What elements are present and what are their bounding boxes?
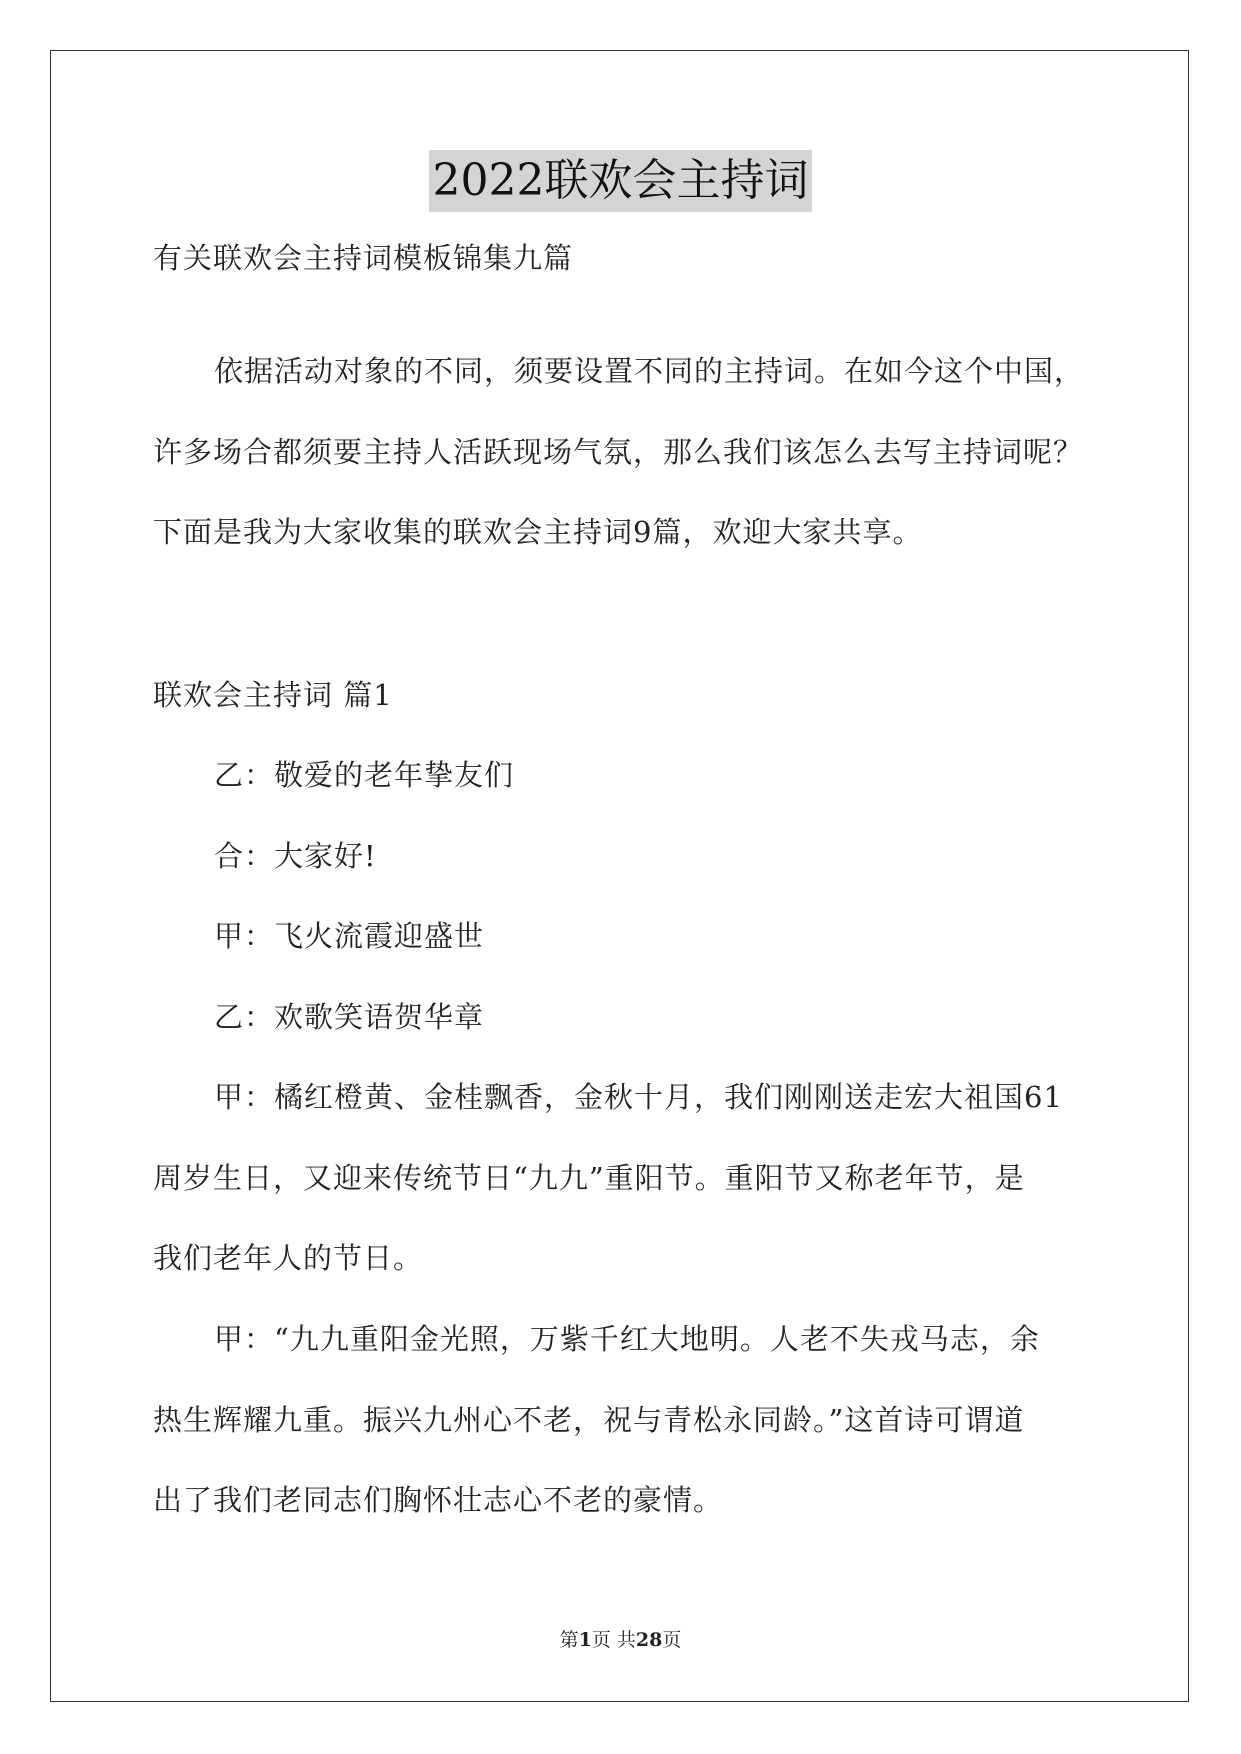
- intro-line-1: 依据活动对象的不同，须要设置不同的主持词。在如今这个中国，: [214, 354, 1085, 388]
- page-border: [50, 50, 1189, 1702]
- body-line-10: 出了我们老同志们胸怀壮志心不老的豪情。: [153, 1483, 724, 1517]
- title-container: [0, 150, 1241, 212]
- body-line-4: 乙：欢歌笑语贺华章: [214, 1000, 485, 1034]
- footer-total-pages: 28: [635, 1629, 663, 1651]
- body-line-8: 甲：“九九重阳金光照，万紫千红大地明。人老不失戎马志，余: [214, 1322, 1040, 1356]
- footer-middle: 页 共: [591, 1629, 636, 1651]
- footer-suffix: 页: [662, 1629, 682, 1651]
- footer-prefix: 第: [559, 1629, 579, 1651]
- body-line-1: 乙：敬爱的老年挚友们: [214, 758, 515, 792]
- section-heading: 联欢会主持词 篇1: [153, 678, 393, 712]
- subtitle: 有关联欢会主持词模板锦集九篇: [153, 241, 574, 275]
- intro-line-2: 许多场合都须要主持人活跃现场气氛，那么我们该怎么去写主持词呢？: [153, 435, 1084, 469]
- page-footer: [0, 1627, 1241, 1653]
- footer-page-number: 1: [578, 1629, 592, 1651]
- body-line-7: 我们老年人的节日。: [153, 1241, 424, 1275]
- body-line-2: 合：大家好!: [214, 839, 377, 873]
- body-line-5: 甲：橘红橙黄、金桂飘香，金秋十月，我们刚刚送走宏大祖国61: [214, 1080, 1063, 1114]
- body-line-3: 甲：飞火流霞迎盛世: [214, 919, 485, 953]
- body-line-9: 热生辉耀九重。振兴九州心不老，祝与青松永同龄。”这首诗可谓道: [153, 1403, 1025, 1437]
- body-line-6: 周岁生日，又迎来传统节日“九九”重阳节。重阳节又称老年节，是: [153, 1161, 1025, 1195]
- document-title: 2022联欢会主持词: [429, 150, 813, 212]
- intro-line-3: 下面是我为大家收集的联欢会主持词9篇，欢迎大家共享。: [153, 515, 923, 549]
